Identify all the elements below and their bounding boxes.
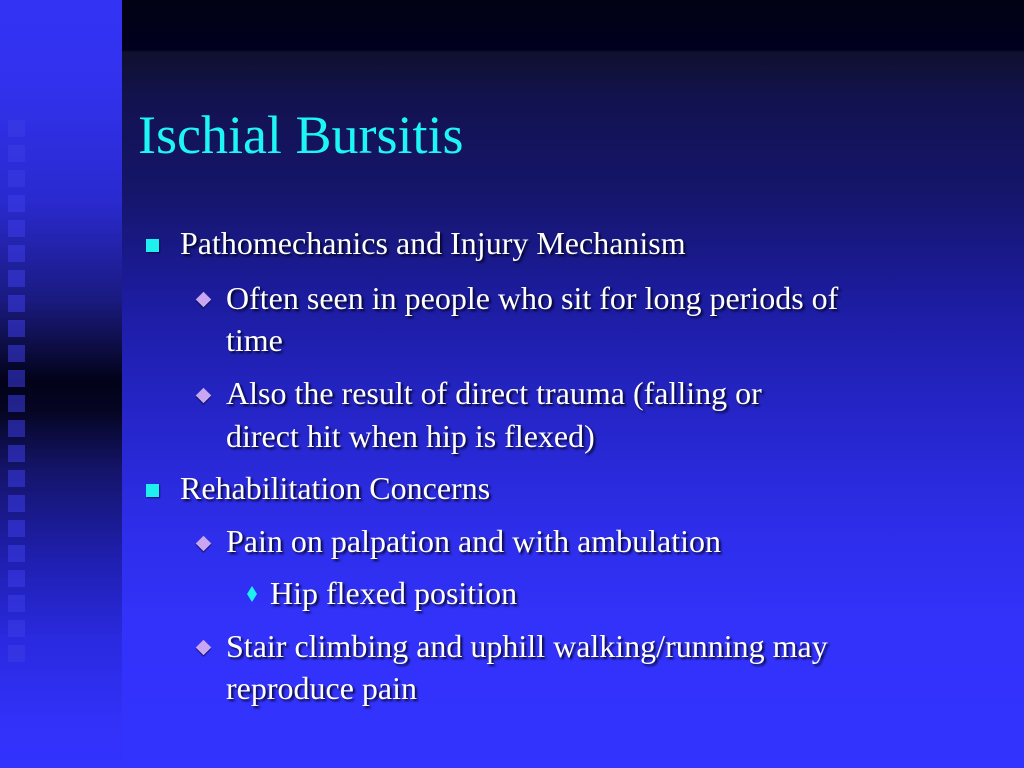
decorative-square-icon <box>8 495 25 512</box>
decorative-square-icon <box>8 620 25 637</box>
bullet-level2-often-seen-line1: Often seen in people who sit for long periods of <box>226 280 839 316</box>
decorative-square-icon <box>8 145 25 162</box>
decorative-square-icon <box>8 595 25 612</box>
bullet-level2-direct-trauma-line2: direct hit when hip is flexed) <box>226 418 595 454</box>
decorative-square-icon <box>8 295 25 312</box>
decorative-square-icon <box>8 420 25 437</box>
decorative-square-icon <box>8 545 25 562</box>
square-bullet-icon <box>146 239 159 252</box>
decorative-square-icon <box>8 345 25 362</box>
square-bullet-icon <box>146 484 159 497</box>
decorative-square-icon <box>8 270 25 287</box>
bullet-level2-stair-climbing-line2: reproduce pain <box>226 670 418 706</box>
decorative-square-icon <box>8 570 25 587</box>
decorative-square-icon <box>8 370 25 387</box>
bullet-level2-stair-climbing-line1: Stair climbing and uphill walking/running may <box>226 628 828 664</box>
bullet-level2-pain-palpation: Pain on palpation and with ambulation <box>226 523 722 559</box>
decorative-square-icon <box>8 195 25 212</box>
bullet-level1-pathomechanics: Pathomechanics and Injury Mechanism <box>180 225 686 261</box>
decorative-square-icon <box>8 445 25 462</box>
decorative-square-icon <box>8 645 25 662</box>
bullet-level1-rehabilitation: Rehabilitation Concerns <box>180 470 491 506</box>
decorative-square-icon <box>8 395 25 412</box>
decorative-square-icon <box>8 320 25 337</box>
decorative-square-icon <box>8 245 25 262</box>
bullet-level2-direct-trauma-line1: Also the result of direct trauma (falling or <box>226 375 762 411</box>
decorative-square-icon <box>8 470 25 487</box>
bullet-level3-hip-flexed: Hip flexed position <box>270 575 518 611</box>
slide-title: Ischial Bursitis <box>138 105 464 165</box>
decorative-square-icon <box>8 120 25 137</box>
decorative-square-icon <box>8 220 25 237</box>
decorative-square-icon <box>8 170 25 187</box>
bullet-level2-often-seen-line2: time <box>226 322 283 358</box>
decorative-square-icon <box>8 520 25 537</box>
decorative-left-strip <box>0 0 122 768</box>
